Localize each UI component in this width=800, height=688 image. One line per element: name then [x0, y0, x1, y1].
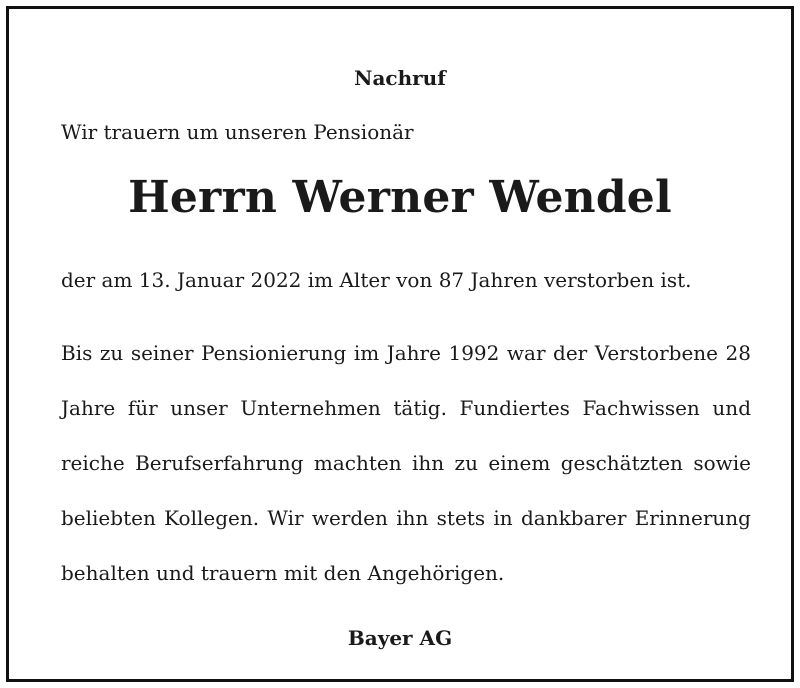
- company-signature: Bayer AG: [347, 626, 453, 650]
- obituary-frame: [6, 6, 794, 682]
- obituary-heading: Nachruf: [354, 66, 446, 90]
- obituary-body-text: Bis zu seiner Pensionierung im Jahre 1992 war der Verstorbene 28 Jahre für unser Unternehmen tätig. Fundiertes Fachwissen und reiche Berufserfahrung machten ihn zu einem geschätzten sowie beliebten Kollegen. Wir werden ihn stets in dankbarer Erinnerung behalten und trauern mit den Angehörigen.: [61, 341, 751, 585]
- death-date-line: der am 13. Januar 2022 im Alter von 87 Jahren verstorben ist.: [61, 268, 692, 292]
- deceased-name: Herrn Werner Wendel: [128, 172, 672, 223]
- intro-line: Wir trauern um unseren Pensionär: [61, 120, 414, 144]
